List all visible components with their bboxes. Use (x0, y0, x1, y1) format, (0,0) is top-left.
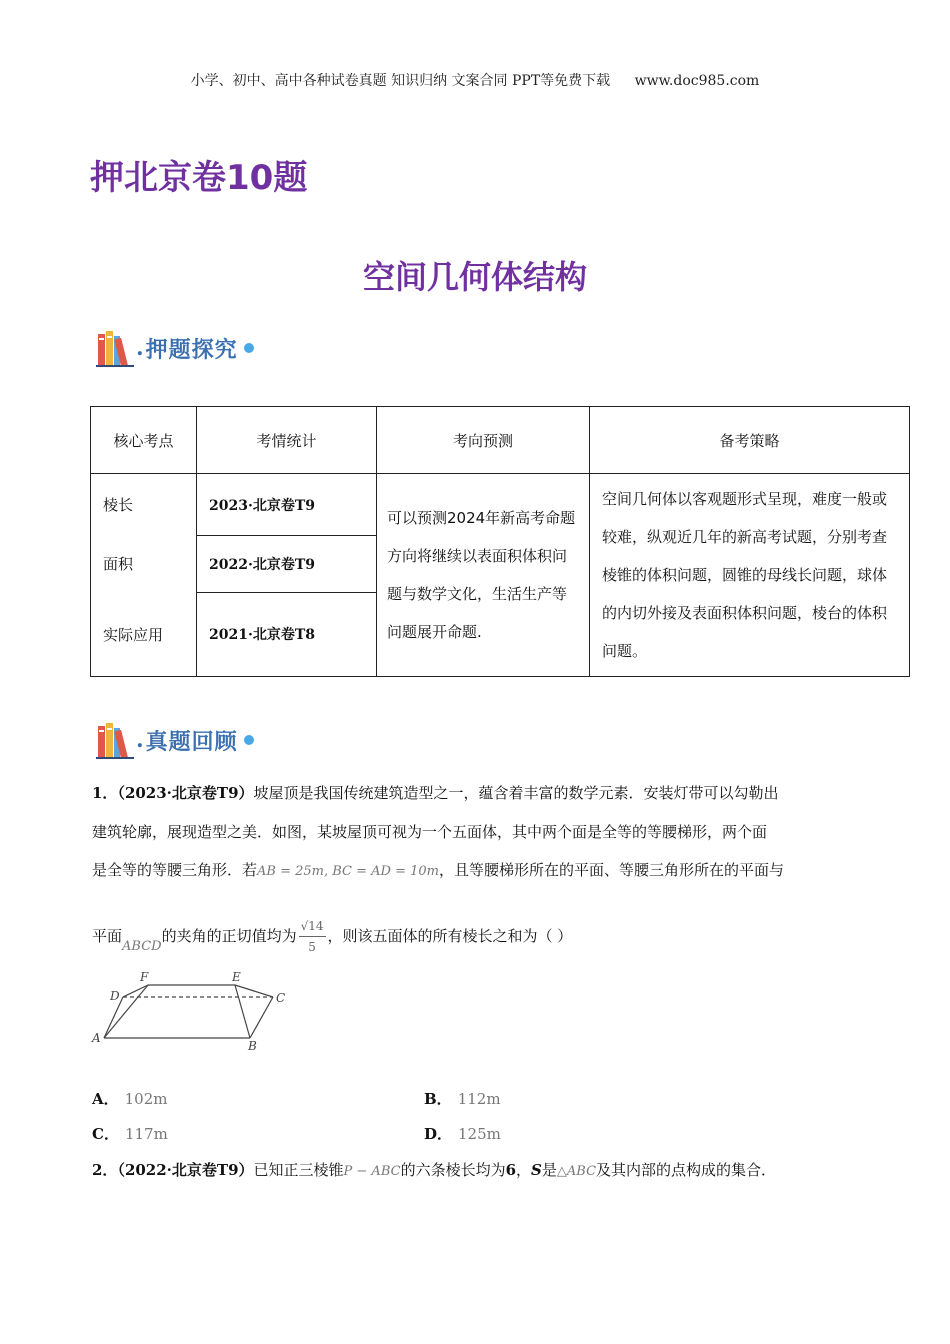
option-value: 102m (124, 1090, 168, 1108)
table-cell: 2023·北京卷T9 (197, 474, 377, 536)
header-site[interactable]: www.doc985.com (634, 73, 760, 89)
option-label: C． (92, 1125, 119, 1143)
set-symbol: S (531, 1161, 542, 1179)
option-label: A． (92, 1090, 119, 1108)
point-label-e: E (232, 970, 241, 984)
edge-ec (235, 985, 273, 997)
question-text: ，则该五面体的所有棱长之和为（ ） (327, 927, 573, 945)
question-source: （2023·北京卷T9） (117, 784, 254, 802)
books-icon (96, 720, 136, 760)
question-1-line-2: 建筑轮廓，展现造型之美．如图，某坡屋顶可视为一个五面体，其中两个面是全等的等腰梯形，两个面 (92, 823, 768, 841)
fraction-numerator: √14 (299, 916, 326, 937)
option-value: 112m (457, 1090, 501, 1108)
table-header: 备考策略 (590, 407, 910, 474)
pentahedron-figure (88, 966, 298, 1052)
question-text: ，且等腰梯形所在的平面、等腰三角形所在的平面与 (438, 861, 784, 879)
option-value: 117m (124, 1125, 168, 1143)
edge-df (123, 985, 148, 997)
option-b[interactable] (424, 1088, 501, 1109)
point-label-c: C (276, 991, 286, 1005)
question-text: 的六条棱长均为 (400, 1161, 506, 1179)
question-text: 平面 (92, 927, 123, 945)
condition-formula: AB = 25m, BC = AD = 10m (257, 864, 439, 879)
question-text: 及其内部的点构成的集合． (596, 1161, 777, 1179)
dot-icon (244, 735, 254, 745)
table-cell: 实际应用 (91, 592, 197, 676)
question-1-line-1 (92, 783, 779, 803)
table-cell: 面积 (91, 536, 197, 592)
tangent-fraction (299, 916, 326, 957)
table-cell: 2021·北京卷T8 (197, 592, 377, 676)
page-header (0, 70, 950, 90)
option-c[interactable] (92, 1123, 168, 1144)
table-header: 核心考点 (91, 407, 197, 474)
section-prefix: . (136, 335, 144, 361)
option-value: 125m (458, 1125, 501, 1143)
table-header-row (91, 407, 910, 474)
page-title: 押北京卷10题 (90, 158, 308, 198)
point-label-b: B (248, 1039, 257, 1052)
option-a[interactable] (92, 1088, 168, 1109)
table-row (91, 474, 910, 536)
question-text: 是全等的等腰三角形．若 (92, 861, 258, 879)
fraction-denominator: 5 (308, 940, 316, 954)
point-label-d: D (110, 989, 120, 1003)
point-label-a: A (92, 1031, 101, 1045)
question-2-line-1 (92, 1160, 776, 1182)
point-label-f: F (140, 970, 149, 984)
section-title: 真题回顾 (145, 729, 238, 755)
edge-ad (104, 997, 123, 1038)
forecast-cell: 可以预测2024年新高考命题方向将继续以表面积体积问题与数学文化，生活生产等问题展开命题. (377, 474, 590, 677)
plane-formula: ABCD (122, 939, 162, 954)
table-header: 考向预测 (377, 407, 590, 474)
question-number: 1． (92, 784, 118, 802)
question-text: 已知正三棱锥 (253, 1161, 344, 1179)
section-heading-review (96, 718, 254, 762)
question-1-line-3 (92, 860, 784, 882)
option-d[interactable] (424, 1123, 501, 1144)
question-1-line-4 (92, 916, 572, 957)
section-prefix: . (136, 727, 144, 753)
question-number: 2． (92, 1161, 118, 1179)
header-text: 小学、初中、高中各种试卷真题 知识归纳 文案合同 PPT等免费下载 (190, 73, 611, 89)
question-text: 坡屋顶是我国传统建筑造型之一，蕴含着丰富的数学元素．安装灯带可以勾勒出 (253, 784, 779, 802)
page-subtitle: 空间几何体结构 (362, 258, 587, 296)
option-label: D． (424, 1125, 453, 1143)
section-heading-explore (96, 326, 254, 370)
section-title: 押题探究 (145, 337, 238, 363)
question-text: 是 (541, 1161, 557, 1179)
exam-table (90, 406, 910, 677)
question-text: ， (516, 1161, 532, 1179)
table-header: 考情统计 (197, 407, 377, 474)
table-cell: 棱长 (91, 474, 197, 536)
edge-eb (235, 985, 250, 1038)
question-text: 的夹角的正切值均为 (161, 927, 297, 945)
table-cell: 2022·北京卷T9 (197, 536, 377, 592)
triangle-formula: △ABC (556, 1164, 597, 1179)
edge-bc (250, 997, 273, 1038)
edge-length: 6 (505, 1161, 517, 1179)
question-source: （2022·北京卷T9） (117, 1161, 254, 1179)
strategy-cell: 空间几何体以客观题形式呈现，难度一般或较难，纵观近几年的新高考试题，分别考查棱锥的体积问题，圆锥的母线长问题，球体的内切外接及表面积体积问题，棱台的体积问题。 (590, 474, 910, 677)
books-icon (96, 328, 136, 368)
dot-icon (244, 343, 254, 353)
pyramid-formula: P − ABC (343, 1164, 401, 1179)
option-label: B． (424, 1090, 452, 1108)
